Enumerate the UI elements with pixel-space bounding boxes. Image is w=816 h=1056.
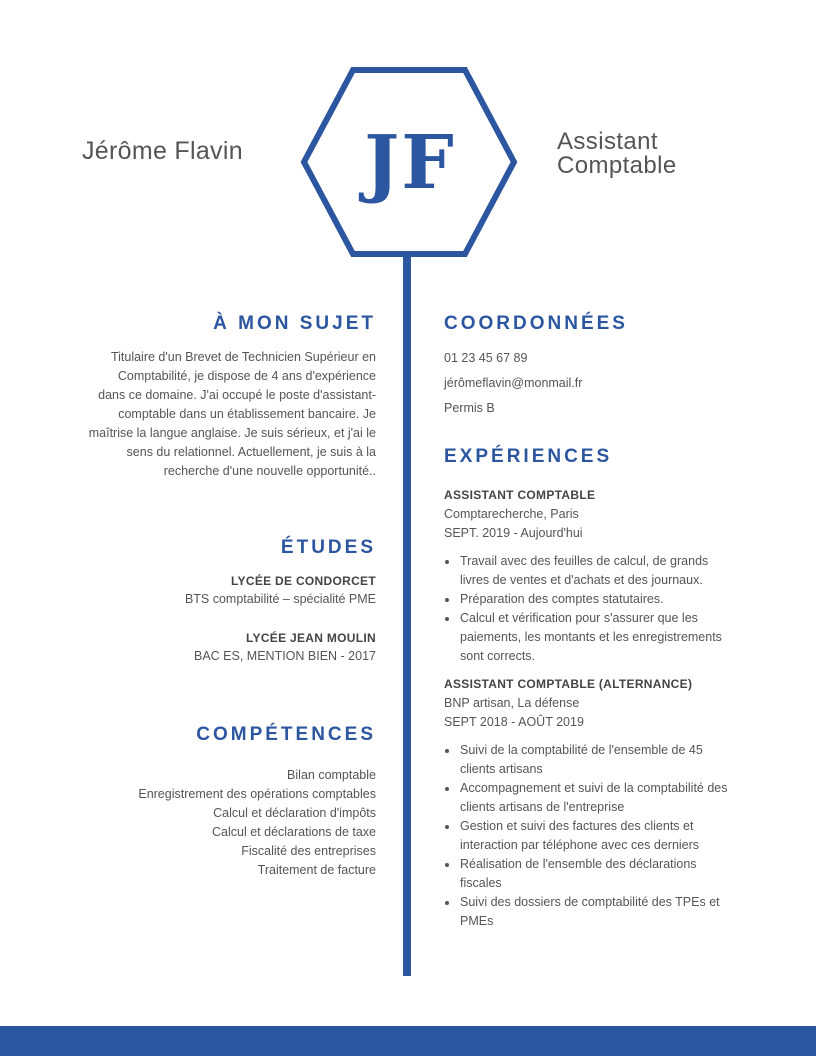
education-heading: ÉTUDES <box>280 537 376 558</box>
skills-heading: COMPÉTENCES <box>196 724 376 745</box>
education-item <box>88 629 376 665</box>
experience-section <box>444 446 744 931</box>
job-title-header <box>557 130 757 178</box>
experience-company: BNP artisan, La défense <box>444 696 580 710</box>
education-section <box>88 537 376 665</box>
contact-email[interactable]: jérômeflavin@monmail.fr <box>444 376 583 390</box>
about-text: Titulaire d'un Brevet de Technicien Supérieur en Comptabilité, je dispose de 4 ans d'expérience dans ce domaine. J'ai occupé le poste d'assistant-comptable dans un établissement bancaire. Je maîtrise la langue anglaise. Je suis sérieux, et j'ai le sens du relationnel. Actuellement, je suis à la recherche d'une nouvelle opportunité.. <box>88 350 376 478</box>
experience-bullet: Travail avec des feuilles de calcul, de grands livres de ventes et d'achats et des journaux. <box>444 552 732 590</box>
about-section <box>88 313 376 481</box>
experience-bullets <box>444 741 744 931</box>
skill-item: Traitement de facture <box>257 863 376 877</box>
experience-job-title: ASSISTANT COMPTABLE <box>444 488 596 502</box>
skills-section <box>88 724 376 880</box>
experience-bullet: Suivi des dossiers de comptabilité des TPEs et PMEs <box>444 893 732 931</box>
experience-bullet: Préparation des comptes statutaires. <box>444 590 732 609</box>
experience-item <box>444 486 744 666</box>
experience-bullet: Gestion et suivi des factures des clients et interaction par téléphone avec ces derniers <box>444 817 732 855</box>
contact-phone: 01 23 45 67 89 <box>444 351 528 365</box>
skill-item: Fiscalité des entreprises <box>241 844 376 858</box>
education-school: LYCÉE JEAN MOULIN <box>245 631 376 645</box>
experience-bullet: Calcul et vérification pour s'assurer que les paiements, les montants et les enregistrements sont corrects. <box>444 609 732 666</box>
experience-dates: SEPT. 2019 - Aujourd'hui <box>444 526 583 540</box>
skill-item: Bilan comptable <box>287 768 376 782</box>
education-school: LYCÉE DE CONDORCET <box>231 574 376 588</box>
experience-bullets <box>444 552 744 666</box>
experience-dates: SEPT 2018 - AOÛT 2019 <box>444 715 584 729</box>
about-heading: À MON SUJET <box>213 313 376 334</box>
experience-company: Comptarecherche, Paris <box>444 507 579 521</box>
vertical-divider <box>403 256 411 976</box>
experience-job-title: ASSISTANT COMPTABLE (ALTERNANCE) <box>444 677 693 691</box>
skills-list <box>88 766 376 880</box>
skill-item: Enregistrement des opérations comptables <box>138 787 376 801</box>
experience-item <box>444 675 744 931</box>
education-degree: BTS comptabilité – spécialité PME <box>184 592 376 606</box>
experience-bullet: Accompagnement et suivi de la comptabilité des clients artisans de l'entreprise <box>444 779 732 817</box>
experience-heading: EXPÉRIENCES <box>444 446 613 467</box>
monogram: JF <box>364 120 456 206</box>
job-title-line1: Assistant <box>557 128 658 155</box>
experience-bullet: Suivi de la comptabilité de l'ensemble de 45 clients artisans <box>444 741 732 779</box>
contact-section <box>444 313 744 421</box>
contact-heading: COORDONNÉES <box>444 313 628 334</box>
job-title-line2: Comptable <box>557 152 677 179</box>
footer-bar <box>0 1026 816 1056</box>
contact-license: Permis B <box>444 401 495 415</box>
skill-item: Calcul et déclaration d'impôts <box>213 806 376 820</box>
skill-item: Calcul et déclarations de taxe <box>212 825 376 839</box>
candidate-name: Jérôme Flavin <box>82 137 243 165</box>
education-degree: BAC ES, MENTION BIEN - 2017 <box>194 649 376 663</box>
experience-bullet: Réalisation de l'ensemble des déclarations fiscales <box>444 855 732 893</box>
education-item <box>88 572 376 608</box>
